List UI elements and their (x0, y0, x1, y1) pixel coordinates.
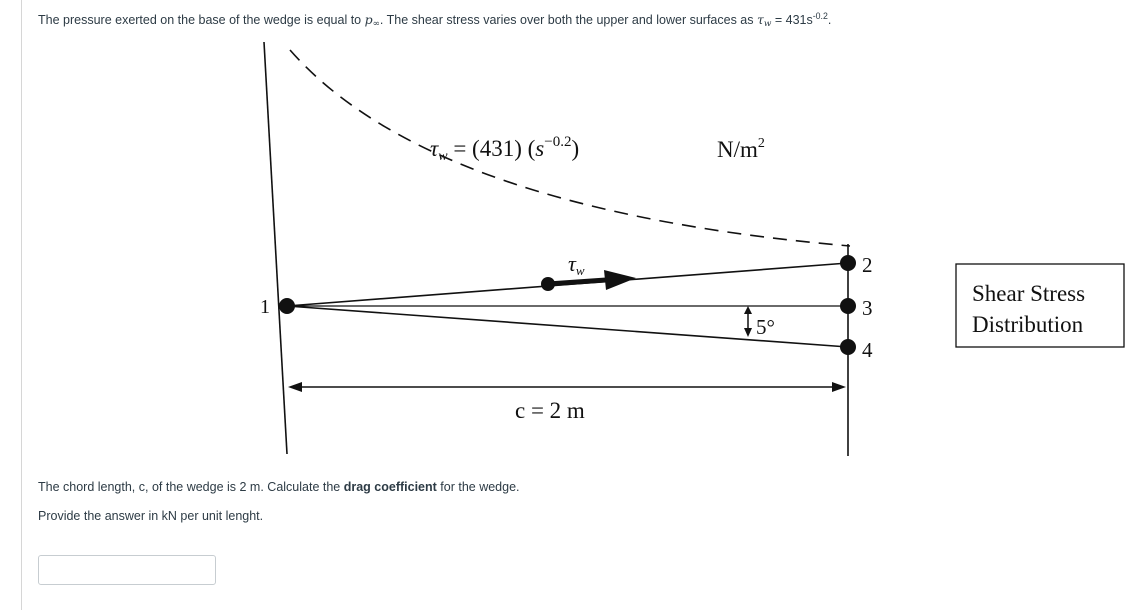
shear-arrow-shaft (548, 280, 606, 284)
point-2-label: 2 (862, 253, 873, 277)
shear-units: $N/m^2$ (717, 136, 765, 162)
point-1-label: 1 (260, 296, 270, 318)
shear-equation: τw = (431) $(s^{-0.2})$ (430, 134, 580, 164)
angle-arrow-up-head (744, 306, 752, 314)
angle-arrow-down-head (744, 328, 752, 337)
point-3-marker (840, 298, 856, 314)
surface-tau-label: τw (568, 251, 585, 278)
answer-input[interactable] (38, 555, 216, 585)
left-vertical-line (264, 42, 287, 454)
question-units-note: Provide the answer in kN per unit lenght. (38, 509, 264, 523)
chord-arrow-left-head (288, 382, 302, 392)
point-4-label: 4 (862, 338, 873, 362)
point-1-marker (279, 298, 295, 314)
angle-label: 5° (756, 315, 775, 339)
point-3-label: 3 (862, 296, 873, 320)
shear-arrow-origin (541, 277, 555, 291)
legend-line-1: Shear Stress (972, 281, 1086, 306)
p-infinity-symbol: $p_\infty$ (364, 12, 380, 29)
chord-arrow-right-head (832, 382, 846, 392)
question-intro: The pressure exerted on the base of the wedge is equal to $p_\infty$. The shear stress varies over both the upper and lower surfaces as $\tau_w = 431s^{-0.2}$. (38, 11, 832, 29)
tau-w-symbol: $\tau_w$ (756, 12, 772, 29)
point-4-marker (840, 339, 856, 355)
point-2-marker (840, 255, 856, 271)
chord-length-label: c = 2 m (515, 398, 585, 423)
legend-line-2: Distribution (972, 312, 1084, 337)
question-chord-text: The chord length, c, of the wedge is 2 m. Calculate the drag coefficient for the wedge. (38, 480, 520, 494)
